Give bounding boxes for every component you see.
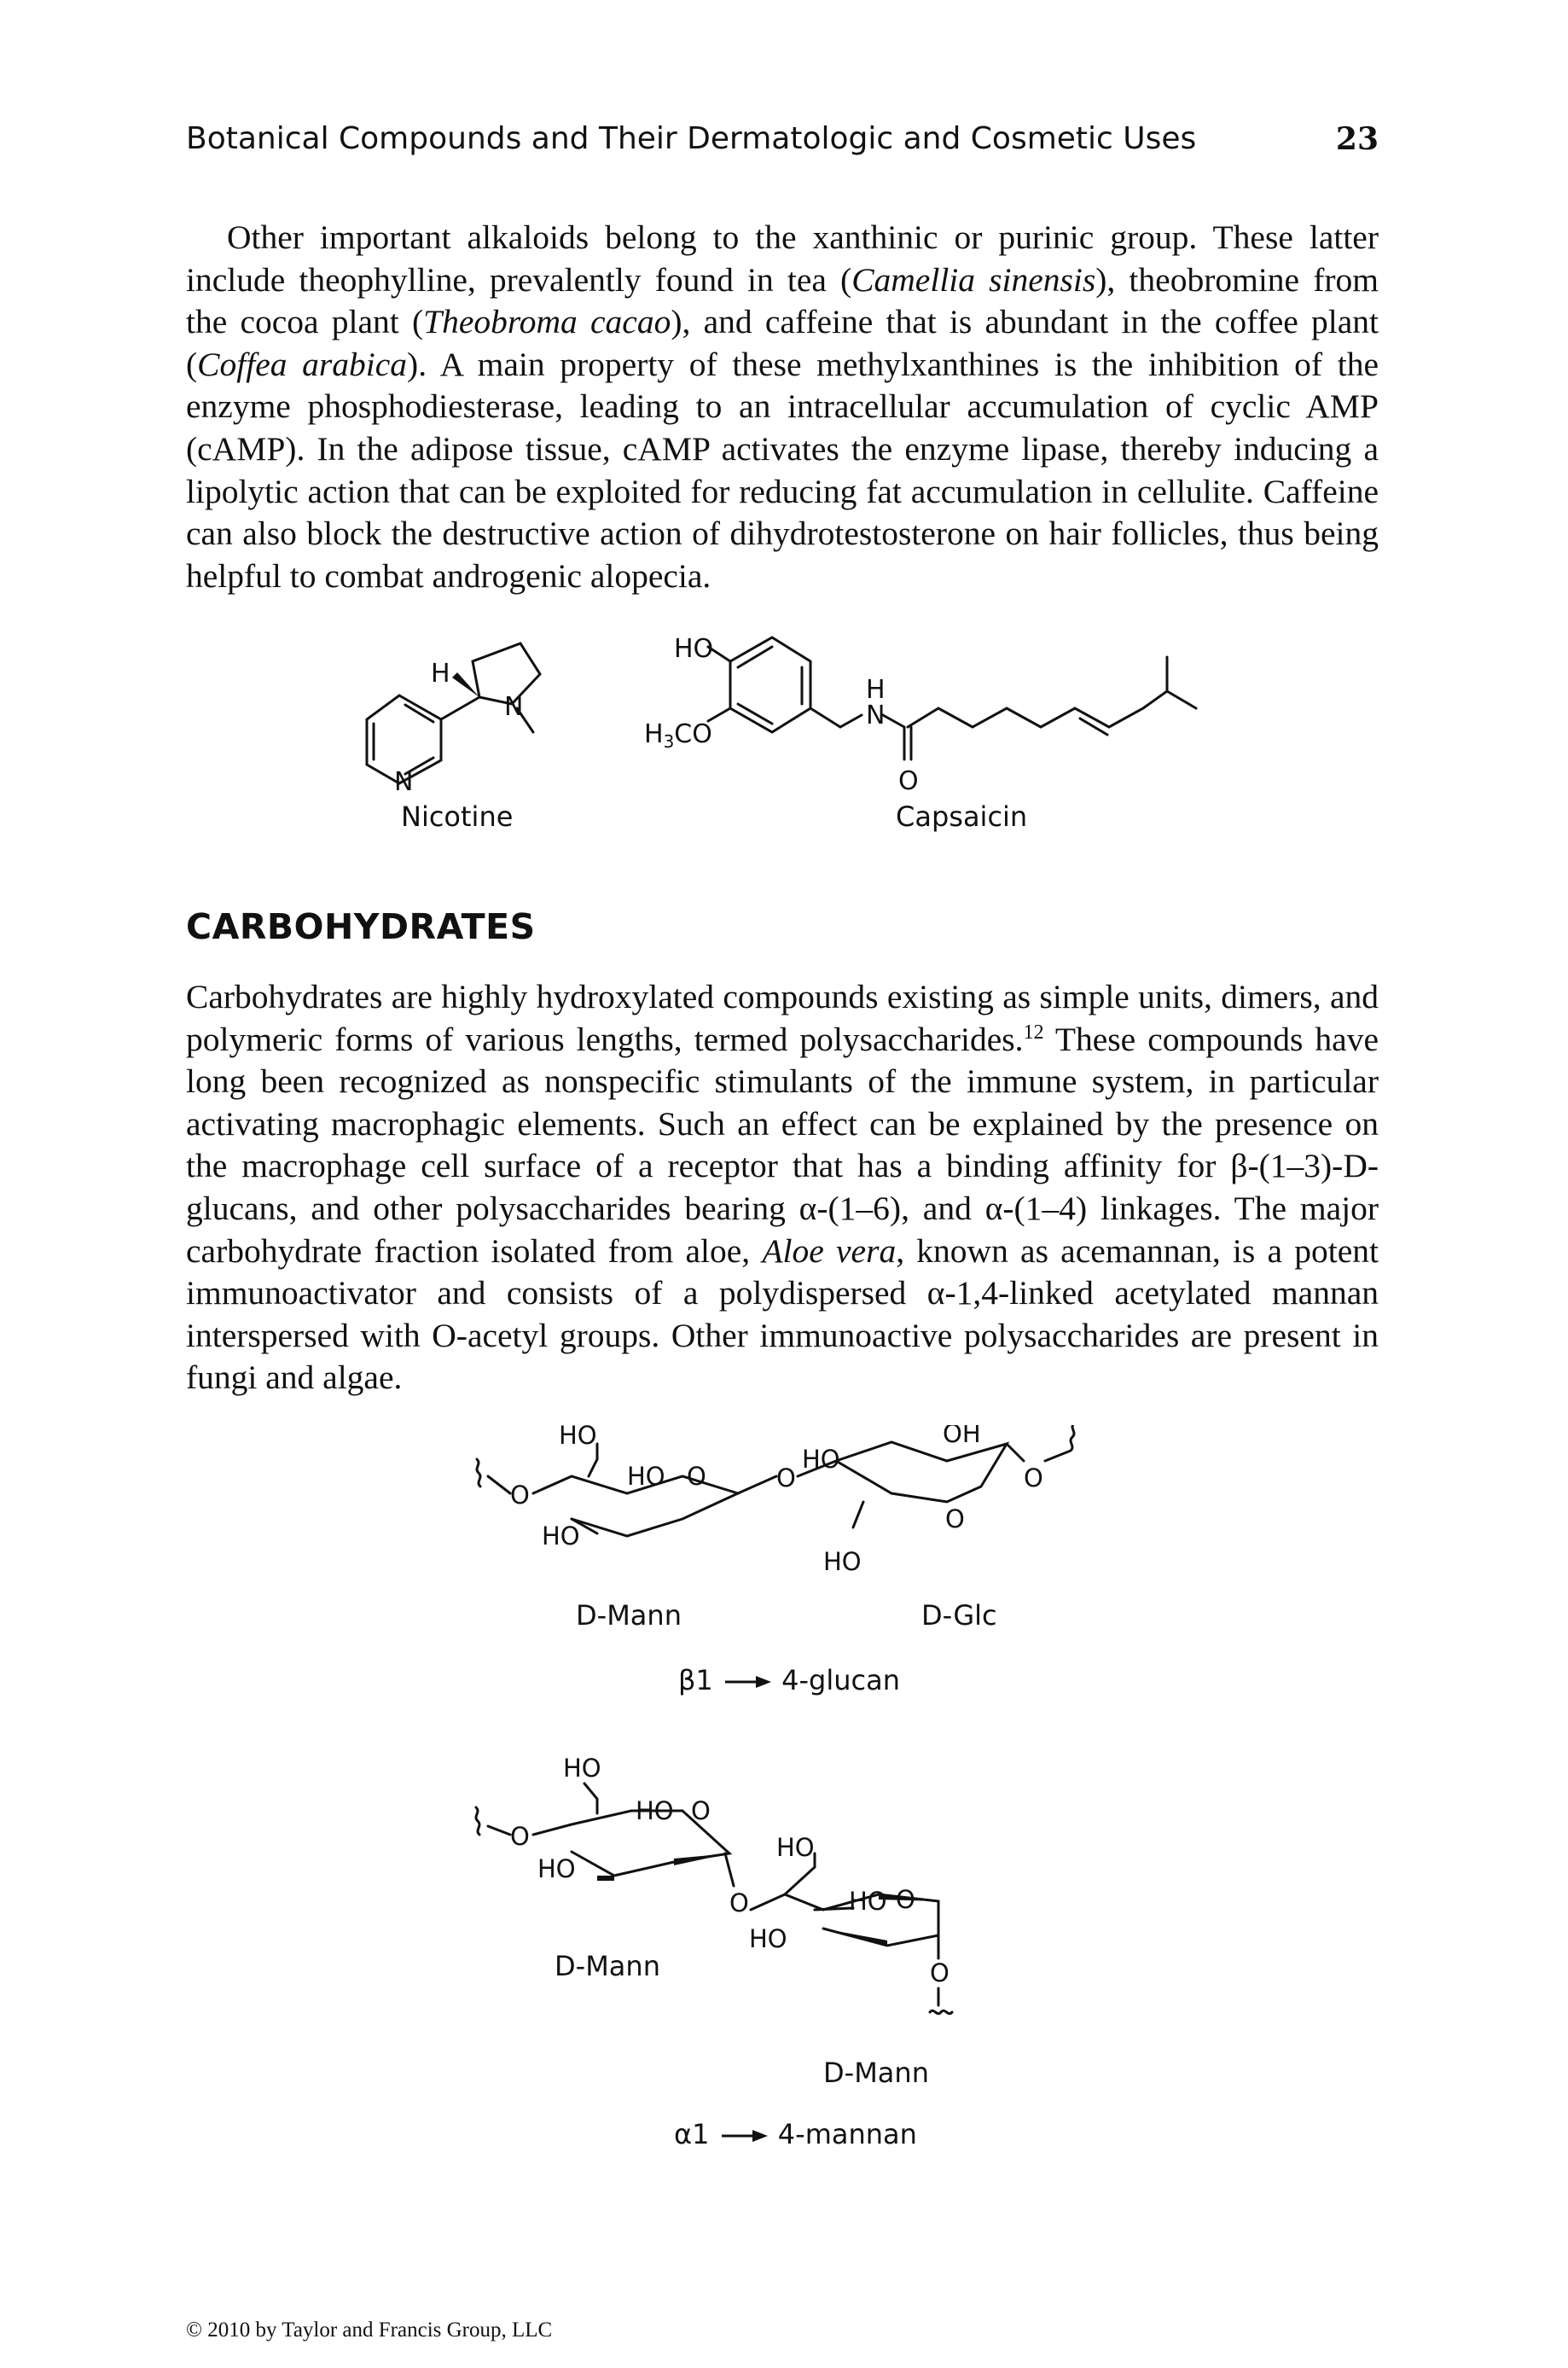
- atom-label: O: [1024, 1463, 1043, 1492]
- atom-label-h: H: [644, 719, 664, 749]
- caption-beta-glucan: [678, 1664, 900, 1696]
- atom-label: HO: [802, 1445, 840, 1474]
- atom-label: O: [729, 1888, 749, 1917]
- label-d-mann: D-Mann: [576, 1599, 682, 1632]
- linkage-suffix: 4-mannan: [777, 2118, 917, 2150]
- atom-label: HO: [823, 1547, 862, 1576]
- atom-label: HO: [674, 634, 714, 664]
- atom-label: O: [687, 1462, 706, 1491]
- paragraph-carbohydrates: [186, 976, 1379, 1399]
- text-run: , known as acemannan, is a potent immunoactivator and consists of a polydispersed α-1,4-linked acetylated mannan interspersed with O-acetyl groups. Other immunoactive polysaccharides are present in fungi and algae.: [186, 1231, 1379, 1397]
- text-run: ), and caffeine that is abundant in the coffee plant (: [186, 303, 1379, 383]
- species-name: Theobroma cacao: [423, 303, 671, 341]
- atom-label-co: CO: [674, 719, 712, 749]
- atom-label: OH: [943, 1425, 981, 1448]
- atom-label: HO: [563, 1754, 601, 1783]
- beta-glucan-drawing: [0, 1425, 1568, 1630]
- atom-label: [644, 719, 712, 752]
- page-number: 23: [1335, 121, 1379, 157]
- atom-label: O: [691, 1796, 711, 1825]
- running-header-title: Botanical Compounds and Their Dermatologic and Cosmetic Uses: [186, 121, 1197, 156]
- atom-label: HO: [537, 1854, 576, 1883]
- atom-label: O: [510, 1822, 530, 1851]
- label-d-mann-top: D-Mann: [555, 1950, 660, 1982]
- text-run: ), theobromine from the cocoa plant (: [186, 260, 1379, 341]
- label-d-mann-bottom: D-Mann: [823, 2057, 929, 2089]
- text-run: These compounds have long been recognized as nonspecific stimulants of the immune system, in particular activating macrophagic elements. Such an effect can be explained by the presence on the macrophage cell surface of a receptor that has a binding affinity for β-(1–3)-D-glucans, and other polysaccharides bearing α-(1–6), and α-(1–4) linkages. The major carbohydrate fraction isolated from aloe,: [186, 1020, 1379, 1270]
- text-run: Other important alkaloids belong to the xanthinic or purinic group. These latter include theophylline, prevalently found in tea (: [186, 218, 1379, 299]
- caption-alpha-mannan: [674, 2118, 917, 2150]
- figure-beta-glucan: [0, 1425, 1568, 1630]
- linkage-prefix: β1: [678, 1664, 713, 1696]
- arrow-icon: [722, 1673, 773, 1690]
- atom-label: HO: [849, 1887, 887, 1916]
- atom-label: H: [866, 675, 886, 705]
- atom-label: N: [394, 767, 414, 797]
- paragraph-alkaloids: [186, 217, 1379, 597]
- atom-label: HO: [749, 1924, 787, 1953]
- caption-nicotine: Nicotine: [401, 800, 514, 833]
- atom-label: O: [510, 1481, 530, 1510]
- species-name: Coffea arabica: [197, 345, 408, 383]
- atom-label: HO: [542, 1521, 580, 1551]
- copyright-footer: © 2010 by Taylor and Francis Group, LLC: [186, 2319, 553, 2342]
- atom-label: H: [431, 659, 450, 689]
- atom-label: O: [945, 1504, 965, 1533]
- text-run: Carbohydrates are highly hydroxylated compounds existing as simple units, dimers, and polymeric forms of various lengths, termed polysaccharides.: [186, 978, 1379, 1058]
- label-d-glc: D-Glc: [921, 1599, 997, 1632]
- atom-label: HO: [776, 1833, 815, 1862]
- figure-alkaloid-structures: [0, 623, 1568, 853]
- atom-label: O: [896, 1885, 915, 1914]
- atom-label: HO: [559, 1425, 597, 1450]
- atom-label: O: [898, 766, 919, 796]
- caption-capsaicin: Capsaicin: [896, 800, 1028, 833]
- atom-label: N: [504, 692, 524, 722]
- atom-label: N: [866, 701, 886, 730]
- arrow-icon: [718, 2127, 769, 2144]
- atom-label: HO: [627, 1462, 665, 1491]
- species-name: Aloe vera: [762, 1231, 897, 1270]
- atom-label: O: [776, 1463, 796, 1492]
- alkaloid-structures-drawing: [0, 623, 1568, 853]
- species-name: Camellia sinensis: [851, 260, 1096, 299]
- section-heading: CARBOHYDRATES: [186, 906, 536, 947]
- linkage-prefix: α1: [674, 2118, 710, 2150]
- reference-superscript: 12: [1023, 1021, 1044, 1044]
- atom-label: O: [930, 1958, 950, 1987]
- atom-label: HO: [636, 1796, 674, 1825]
- atom-label-subscript: 3: [663, 731, 675, 752]
- text-run: ). A main property of these methylxanthines is the inhibition of the enzyme phosphodiesterase, leading to an intracellular accumulation of cyclic AMP (cAMP). In the adipose tissue, cAMP activates the enzyme lipase, thereby inducing a lipolytic action that can be exploited for reducing fat accumulation in cellulite. Caffeine can also block the destructive action of dihydrotestosterone on hair follicles, thus being helpful to combat androgenic alopecia.: [186, 345, 1379, 595]
- linkage-suffix: 4-glucan: [781, 1664, 900, 1696]
- alpha-mannan-drawing: [0, 1749, 1568, 2022]
- figure-alpha-mannan: [0, 1749, 1568, 2022]
